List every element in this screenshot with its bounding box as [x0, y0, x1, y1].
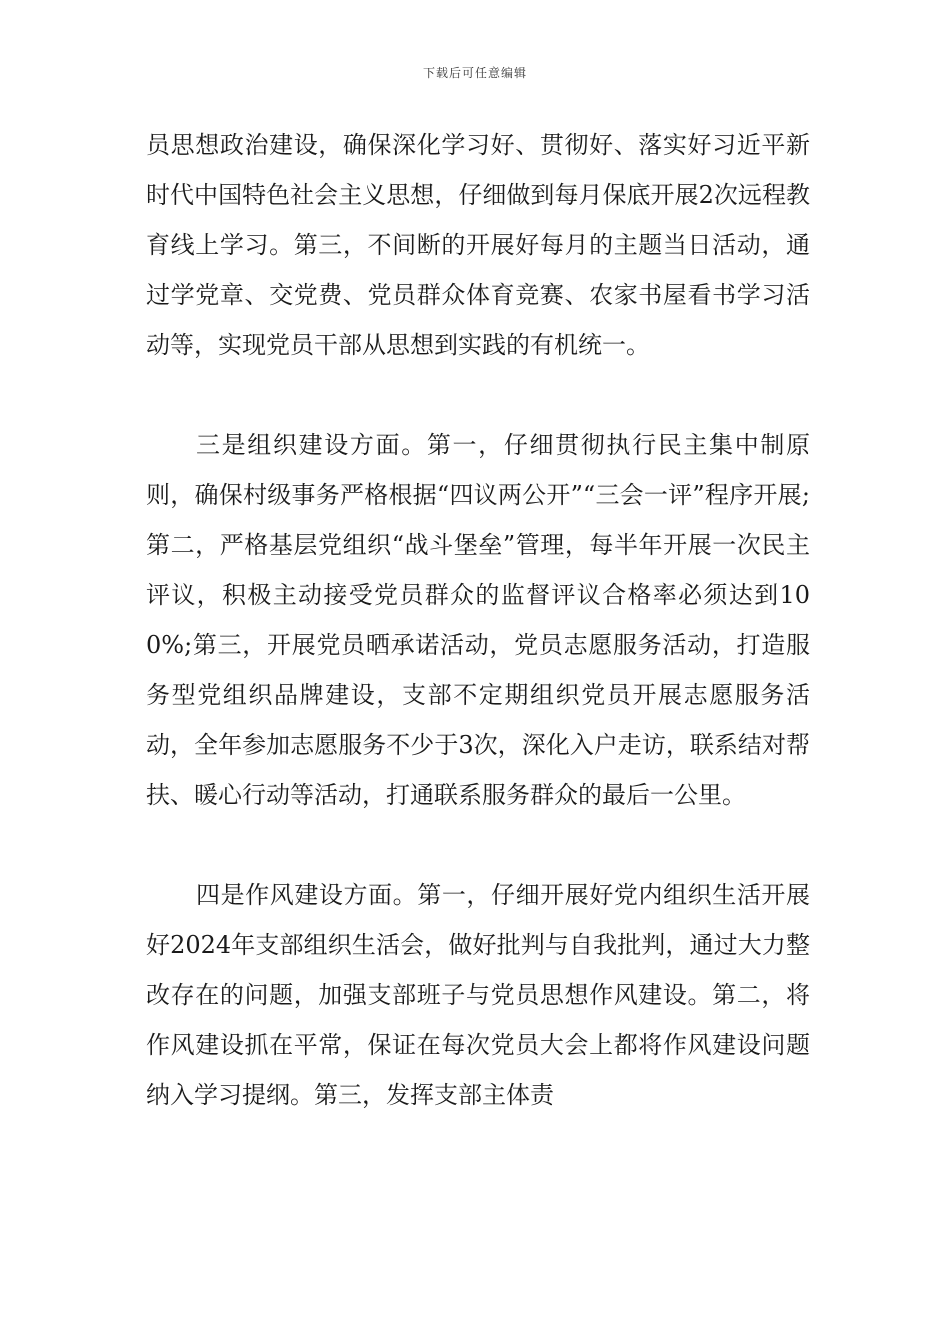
paragraph-organization-building: 三是组织建设方面。第一，仔细贯彻执行民主集中制原则，确保村级事务严格根据“四议两公开”“三会一评”程序开展;第二，严格基层党组织“战斗堡垒”管理，每半年开展一次民主评议，积极主动接受党员群众的监督评议合格率必须达到100%;第三，开展党员晒承诺活动，党员志愿服务活动，打造服务型党组织品牌建设，支部不定期组织党员开展志愿服务活动，全年参加志愿服务不少于3次，深化入户走访，联系结对帮扶、暖心行动等活动，打通联系服务群众的最后一公里。: [146, 431, 810, 809]
document-body: [146, 120, 810, 1120]
paragraph-continuation: 员思想政治建设，确保深化学习好、贯彻好、落实好习近平新时代中国特色社会主义思想，仔细做到每月保底开展2次远程教育线上学习。第三，不间断的开展好每月的主题当日活动，通过学党章、交党费、党员群众体育竞赛、农家书屋看书学习活动等，实现党员干部从思想到实践的有机统一。: [146, 131, 810, 359]
page-header: 下载后可任意编辑: [422, 66, 527, 80]
paragraph-work-style-building: 四是作风建设方面。第一，仔细开展好党内组织生活开展好2024年支部组织生活会，做好批判与自我批判，通过大力整改存在的问题，加强支部班子与党员思想作风建设。第二，将作风建设抓在平常，保证在每次党员大会上都将作风建设问题纳入学习提纲。第三，发挥支部主体责: [146, 881, 810, 1109]
